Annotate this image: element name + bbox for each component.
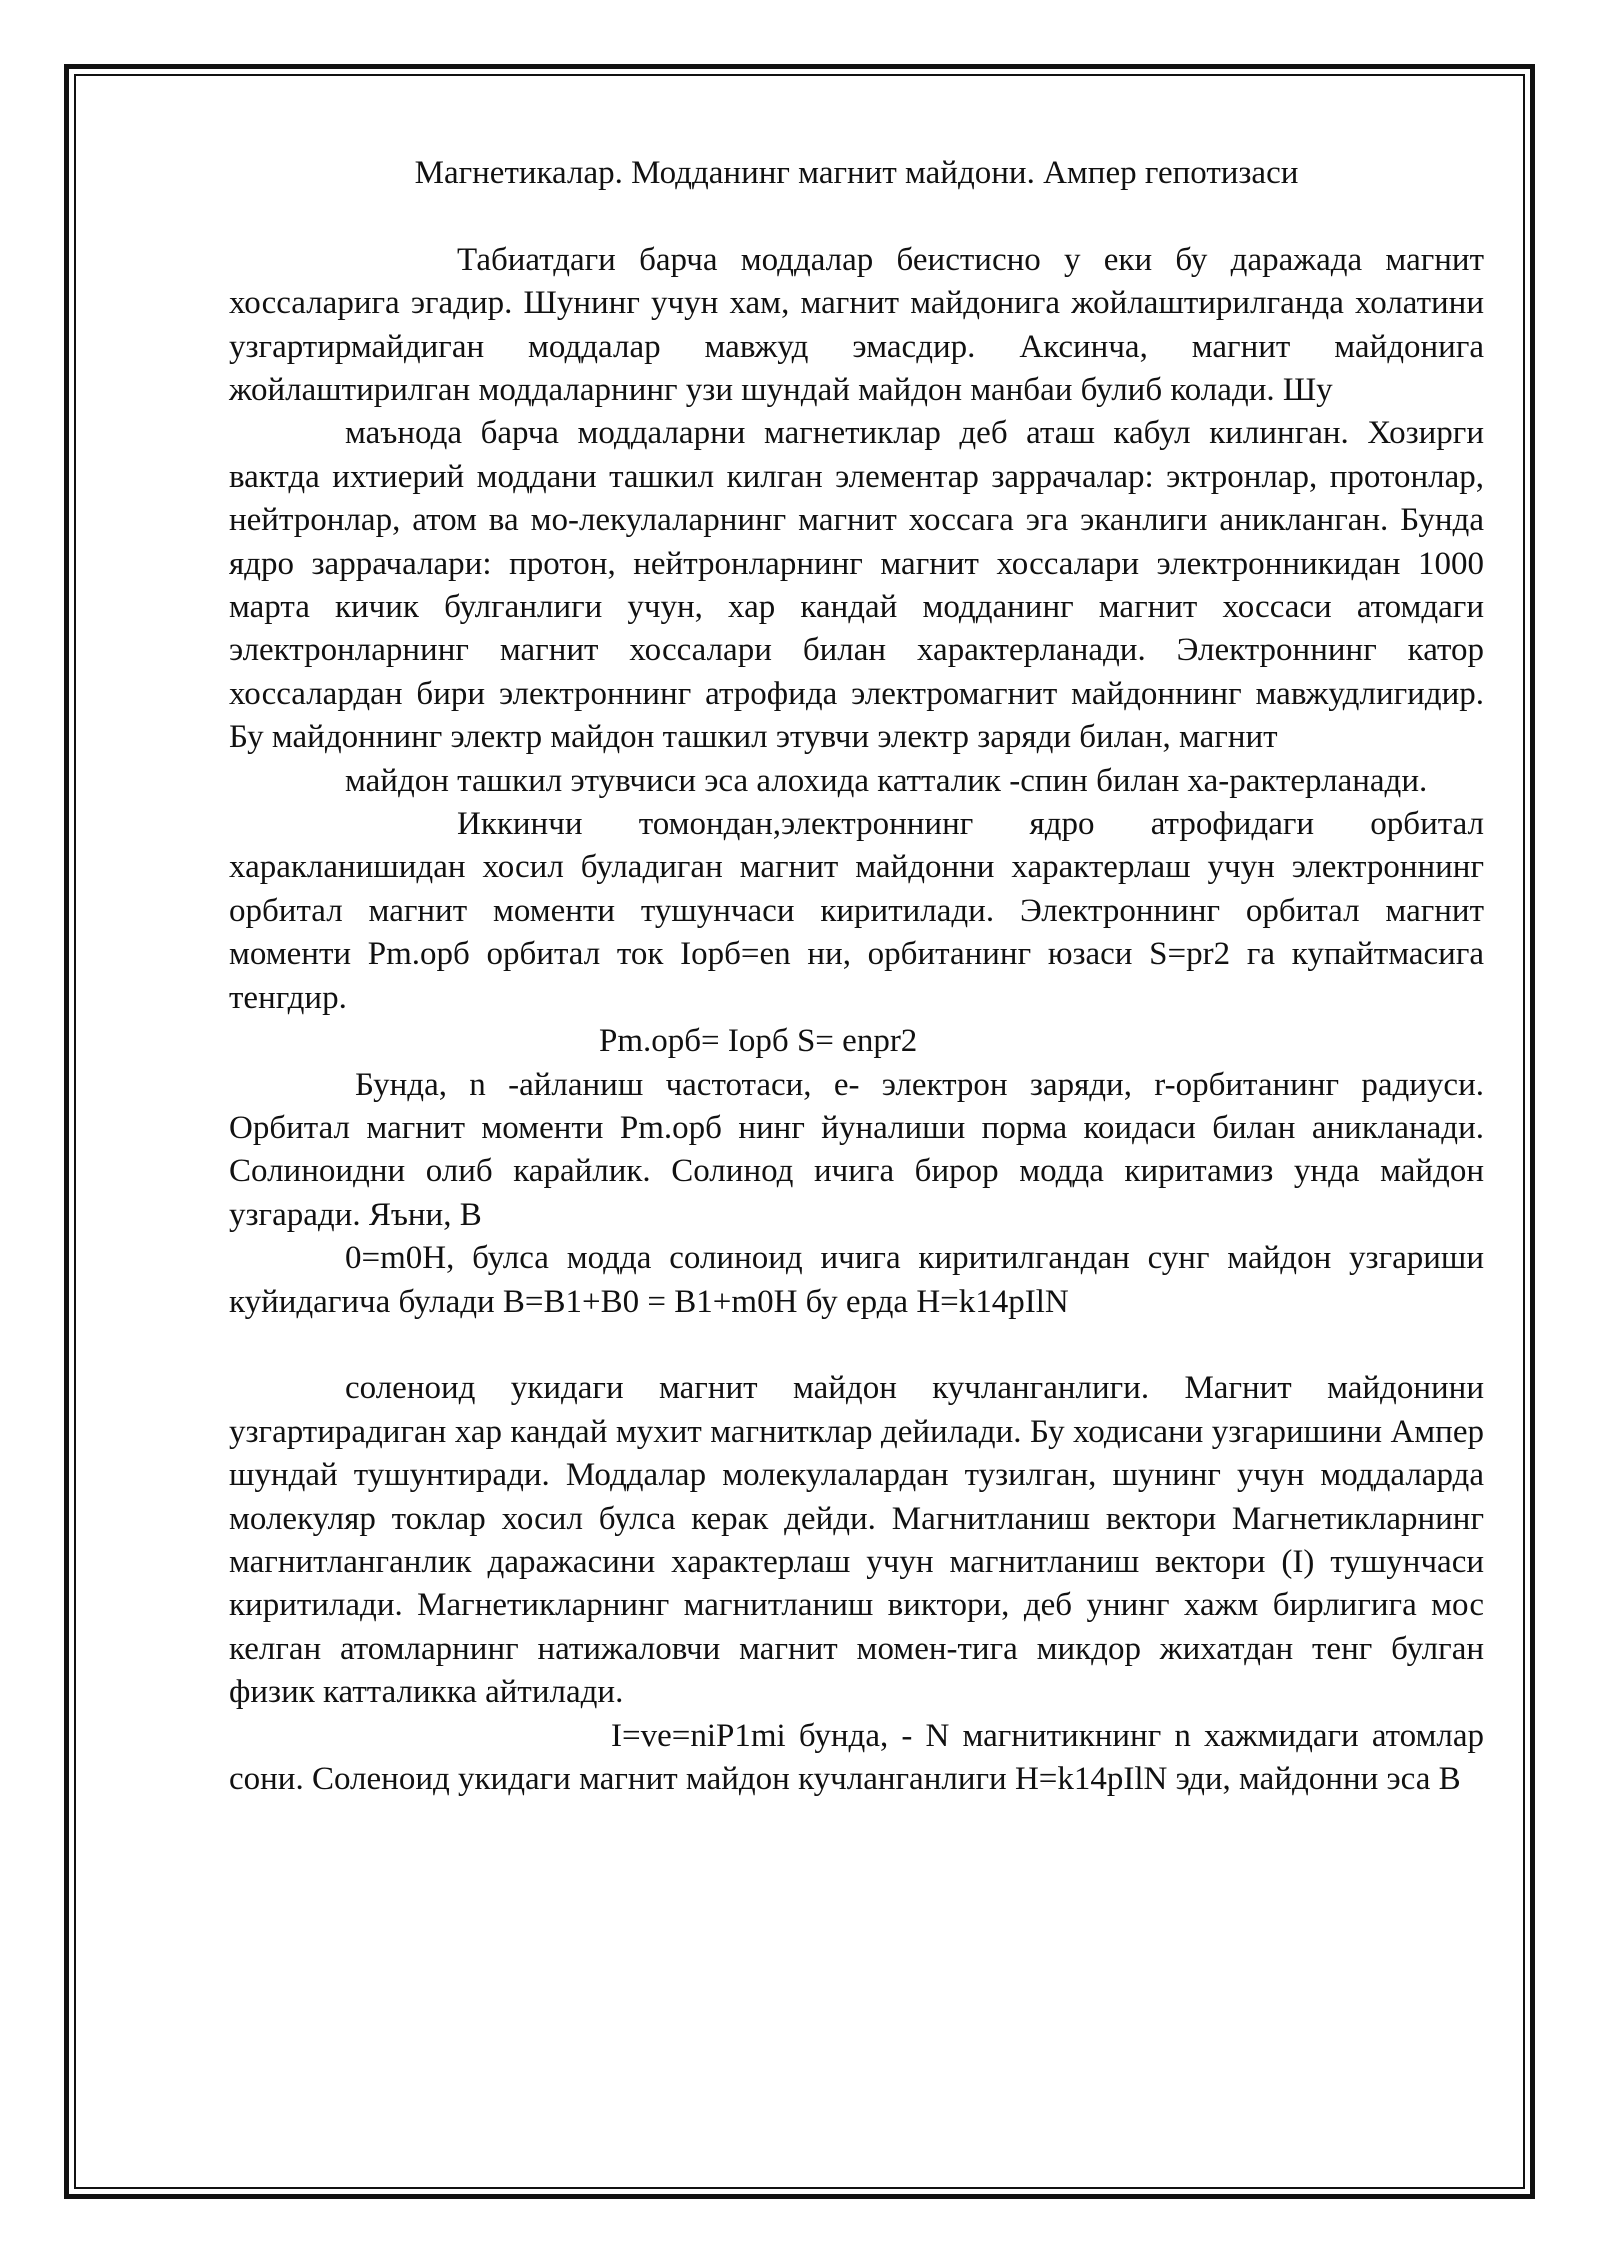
formula-orbital-moment: Pm.орб= Iорб S= enpr2: [599, 1023, 918, 1060]
paragraph-5: Бунда, n -айланиш частотаси, е- электрон заряди, r-орбитанинг радиуси. Орбитал магнит моменти Pm.орб нинг йуналиши порма коидаси билан аникланади. Солиноидни олиб карайлик. Солинод ичига бирор модда киритамиз унда майдон узгаради. Яъни, В: [229, 1066, 1484, 1233]
paragraph-spacer: [229, 1324, 1484, 1367]
paragraph-1: Табиатдаги барча моддалар беистисно у еки бу даражада магнит хоссаларига эгадир. Шунинг учун хам, магнит майдонига жойлаштирилганда холатини узгартирмайдиган моддалар мавжуд эмасдир. Аксинча, магнит майдонига жойлаштирилган моддаларнинг узи шундай майдон манбаи булиб колади. Шу: [229, 241, 1484, 409]
paragraph-4: Иккинчи томондан,электроннинг ядро атрофидаги орбитал харакланишидан хосил буладиган магнит майдонни характерлаш учун электроннинг орбитал магнит моменти тушунчаси киритилади. Электроннинг орбитал магнит моменти Pm.орб орбитал ток Iорб=en ни, орбитанинг юзаси S=pr2 га купайтмасига тенгдир.: [229, 806, 1484, 1016]
document-body: [229, 152, 1484, 1801]
paragraph-8: I=ve=niP1mi бунда, - N магнитикнинг n хажмидаги атомлар сони. Соленоид укидаги магнит майдон кучланганлиги H=k14pIlN эди, майдонни эса В: [229, 1717, 1484, 1797]
page-title: Магнетикалар. Модданинг магнит майдони. Ампер гепотизаси: [414, 155, 1299, 191]
title-spacer: [229, 195, 1484, 238]
paragraph-2: маънода барча моддаларни магнетиклар деб аташ кабул килинган. Хозирги вактда ихтиерий моддани ташкил килган элементар заррачалар: эктронлар, протонлар, нейтронлар, атом ва мо-лекулаларнинг магнит хоссага эга эканлиги аникланган. Бунда ядро заррачалари: протон, нейтронларнинг магнит хоссалари электронникидан 1000 марта кичик булганлиги учун, хар кандай модданинг магнит хоссаси атомдаги электронларнинг магнит хоссалари билан характерланади. Электроннинг катор хоссалардан бири электроннинг атрофида электромагнит майдоннинг мавжудлигидир. Бу майдоннинг электр майдон ташкил этувчи электр заряди билан, магнит: [229, 415, 1484, 756]
paragraph-6: 0=m0H, булса модда солиноид ичига киритилгандан сунг майдон узгариши куйидагича булади B=B1+B0 = B1+m0H бу ерда H=k14pIlN: [229, 1240, 1484, 1320]
paragraph-3: майдон ташкил этувчиси эса алохида катталик -спин билан ха-рактерланади.: [345, 762, 1428, 799]
paragraph-7: соленоид укидаги магнит майдон кучланганлиги. Магнит майдонини узгартирадиган хар кандай мухит магнитклар дейилади. Бу ходисани узгаришини Ампер шундай тушунтиради. Моддалар молекулалардан тузилган, шунинг учун моддаларда молекуляр токлар хосил булса керак дейди. Магнитланиш вектори Магнетикларнинг магнитланганлик даражасини характерлаш учун магнитланиш вектори (I) тушунчаси киритилади. Магнетикларнинг магнитланиш виктори, деб унинг хажм бирлигига мос келган атомларнинг натижаловчи магнит момен-тига микдор жихатдан тенг булган физик катталикка айтилади.: [229, 1370, 1484, 1711]
